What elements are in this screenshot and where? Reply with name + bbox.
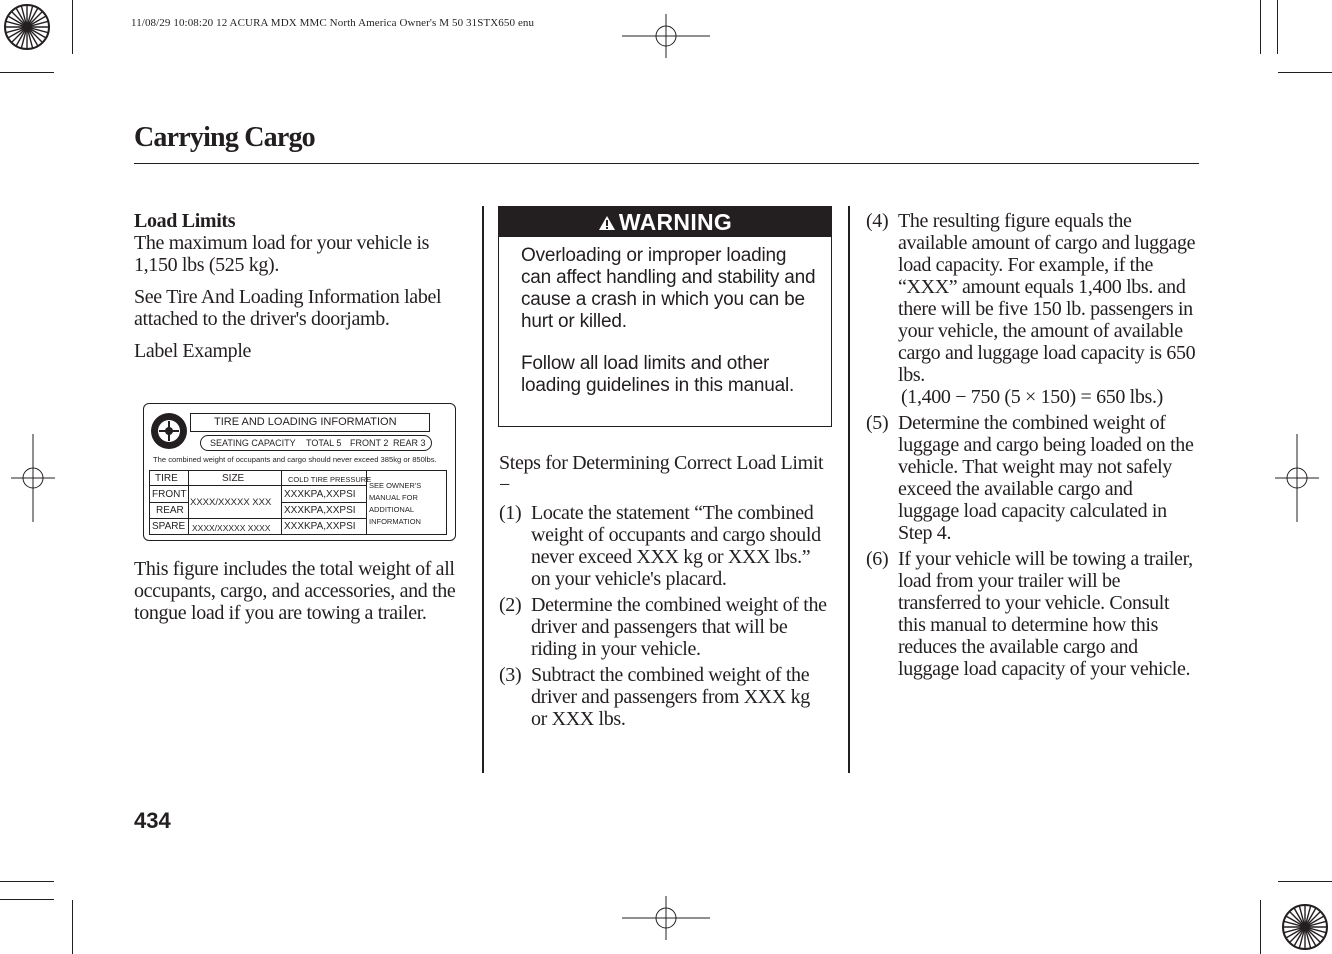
row-rear: REAR [156, 505, 184, 516]
page-title: Carrying Cargo [134, 122, 315, 153]
step-item [866, 548, 1198, 680]
print-header: 11/08/29 10:08:20 12 ACURA MDX MMC North America Owner's M 50 31STX650 enu [131, 17, 535, 29]
step-number: (2) [499, 594, 522, 616]
see-owners-note: SEE OWNER'S MANUAL FOR ADDITIONAL INFORMATION [369, 481, 422, 526]
steps-column-continued [866, 210, 1198, 684]
seating-front: FRONT 2 [350, 438, 389, 448]
step-number: (6) [866, 548, 889, 570]
row-front: FRONT [152, 489, 187, 500]
registration-starburst-icon [1278, 900, 1332, 954]
label-example-caption: Label Example [134, 340, 252, 362]
warning-box [498, 206, 832, 427]
row-spare: SPARE [152, 521, 186, 532]
step-text: If your vehicle will be towing a trailer, load from your trailer will be transferred to your vehicle. Consult this manual to determine how this reduces the available cargo and luggage load capacity of your vehicle. [898, 548, 1193, 680]
tire-icon [149, 409, 189, 453]
left-column [134, 210, 464, 372]
warning-triangle-icon [598, 215, 616, 231]
see-label-text: See Tire And Loading Information label attached to the driver's doorjamb. [134, 286, 442, 330]
step-item [499, 664, 829, 730]
warning-header [499, 207, 831, 237]
step-calculation: (1,400 − 750 (5 × 150) = 650 lbs.) [901, 386, 1163, 408]
steps-intro: Steps for Determining Correct Load Limit − [499, 452, 824, 496]
col-tire: TIRE [155, 473, 178, 484]
seating-total: TOTAL 5 [306, 438, 342, 448]
col-pressure: COLD TIRE PRESSURE [288, 475, 372, 484]
step-item [499, 502, 829, 590]
step-item [866, 210, 1198, 408]
page-number: 434 [134, 808, 171, 833]
step-text: Determine the combined weight of luggage and cargo being loaded on the vehicle. That weight may not safely exceed the available cargo and luggage load capacity calculated in Step 4. [898, 412, 1194, 544]
steps-column [499, 452, 829, 734]
load-limit-text: The maximum load for your vehicle is 1,150 lbs (525 kg). [134, 232, 430, 276]
figure-note: This figure includes the total weight of all occupants, cargo, and accessories, and the tongue load if you are towing a trailer. [134, 558, 456, 624]
step-text: Locate the statement “The combined weight of occupants and cargo should never exceed XXX kg or XXX lbs.” on your vehicle's placard. [531, 502, 821, 590]
section-heading: Load Limits [134, 210, 236, 232]
size-spare: XXXX/XXXXX XXXX [192, 523, 271, 533]
registration-crosshair-icon [11, 434, 55, 522]
steps-list-part2 [866, 210, 1198, 680]
registration-crosshair-icon [1275, 434, 1319, 522]
combined-weight-note: The combined weight of occupants and cargo should never exceed 385kg or 850lbs. [153, 455, 437, 464]
warning-body [499, 237, 831, 397]
title-divider [134, 163, 1199, 164]
warning-paragraph: Overloading or improper loading can affect handling and stability and cause a crash in which you can be hurt or killed. [521, 245, 816, 332]
seating-capacity-label: SEATING CAPACITY [210, 438, 296, 448]
pressure-front: XXXKPA,XXPSI [284, 489, 356, 500]
pressure-rear: XXXKPA,XXPSI [284, 505, 356, 516]
warning-paragraph: Follow all load limits and other loading guidelines in this manual. [521, 353, 795, 396]
step-item [866, 412, 1198, 544]
tire-label-title: TIRE AND LOADING INFORMATION [214, 416, 397, 428]
step-item [499, 594, 829, 660]
registration-crosshair-icon [622, 896, 710, 940]
registration-starburst-icon [0, 0, 54, 54]
step-text: Subtract the combined weight of the driver and passengers from XXX kg or XXX lbs. [531, 664, 810, 730]
step-number: (3) [499, 664, 522, 686]
step-number: (5) [866, 412, 889, 434]
size-front-rear: XXXX/XXXXX XXX [190, 497, 272, 508]
column-divider [482, 206, 484, 773]
step-number: (4) [866, 210, 889, 232]
step-number: (1) [499, 502, 522, 524]
column-divider [848, 206, 850, 773]
step-text: The resulting figure equals the available amount of cargo and luggage load capacity. For example, if the “XXX” amount equals 1,400 lbs. and there will be five 150 lb. passengers in your vehicle, the amount of available cargo and luggage load capacity is 650 lbs. [898, 210, 1196, 386]
tire-loading-label [143, 403, 456, 541]
pressure-spare: XXXKPA,XXPSI [284, 521, 356, 532]
seating-rear: REAR 3 [393, 438, 426, 448]
warning-title: WARNING [618, 209, 733, 235]
steps-list-part1 [499, 502, 829, 730]
registration-crosshair-icon [622, 14, 710, 58]
step-text: Determine the combined weight of the driver and passengers that will be riding in your vehicle. [531, 594, 827, 660]
col-size: SIZE [222, 473, 245, 484]
